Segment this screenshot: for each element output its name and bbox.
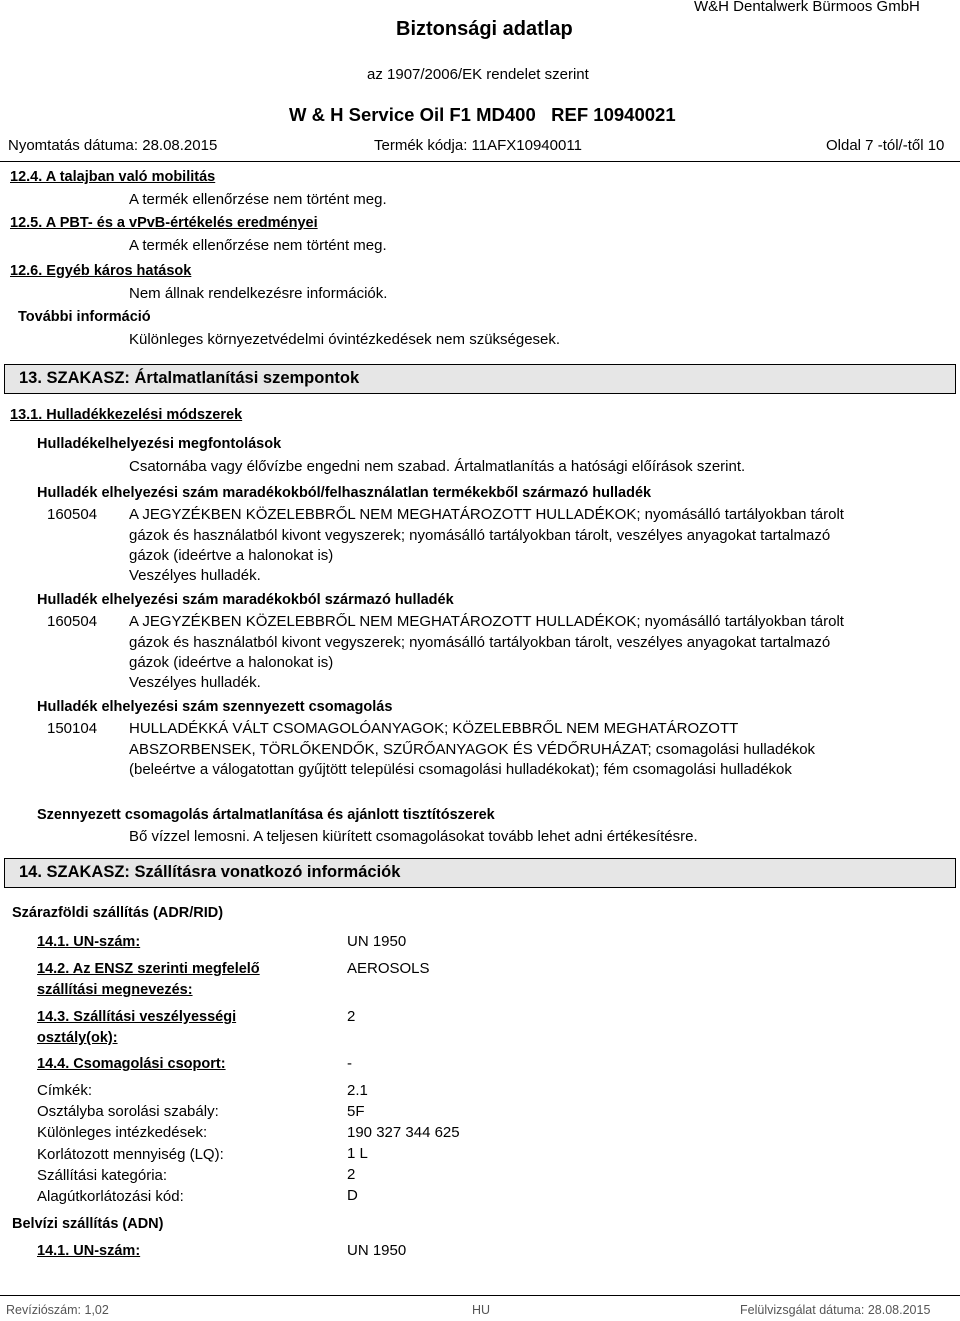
section-14-header: [4, 858, 956, 888]
waste-text-1: A JEGYZÉKBEN KÖZELEBBRŐL NEM MEGHATÁROZOTT HULLADÉKOK; nyomásálló tartályokban tárolt gázok és használatból kivont vegyszerek; nyomásálló tartályokban tárolt, veszélyes anyagokat tartalmazó gázok (ideértve a halonokat is): [129, 506, 844, 564]
text-12-5: A termék ellenőrzése nem történt meg.: [129, 237, 387, 254]
print-date: Nyomtatás dátuma: 28.08.2015: [8, 137, 218, 154]
waste-code-1: 160504: [47, 506, 98, 523]
heading-inland-waterway: Belvízi szállítás (ADN): [12, 1216, 164, 1232]
transport-category-value: 2: [347, 1166, 356, 1183]
heading-packaging-disposal: Szennyezett csomagolás ártalmatlanítása és ajánlott tisztítószerek: [37, 807, 495, 823]
header-divider: [0, 161, 960, 162]
heading-waste-code-packaging: Hulladék elhelyezési szám szennyezett csomagolás: [37, 699, 393, 715]
text-disposal: Csatornába vagy élővízbe engedni nem szabad. Ártalmatlanítás a hatósági előírások szerint.: [129, 458, 746, 475]
limited-quantity-value: 1 L: [347, 1145, 368, 1162]
heading-land-transport: Szárazföldi szállítás (ADR/RID): [12, 905, 224, 921]
regulation: az 1907/2006/EK rendelet szerint: [367, 66, 589, 83]
waste-code-3: 150104: [47, 720, 98, 737]
hazard-class-label-2: osztály(ok):: [37, 1030, 118, 1046]
labels-value: 2.1: [347, 1082, 368, 1099]
text-12-6: Nem állnak rendelkezésre információk.: [129, 285, 388, 302]
transport-category-label: Szállítási kategória:: [37, 1167, 168, 1184]
classification-code-value: 5F: [347, 1103, 365, 1120]
limited-quantity-label: Korlátozott mennyiség (LQ):: [37, 1146, 224, 1163]
heading-waste-code-residue: Hulladék elhelyezési szám maradékokból származó hulladék: [37, 592, 454, 608]
special-provisions-label: Különleges intézkedések:: [37, 1124, 208, 1141]
waste-hazard-1: Veszélyes hulladék.: [129, 567, 261, 584]
product-name: W & H Service Oil F1 MD400 REF 10940021: [289, 104, 676, 125]
tunnel-code-label: Alagútkorlátozási kód:: [37, 1188, 184, 1205]
waste-code-2: 160504: [47, 613, 98, 630]
page-number: Oldal 7 -tól/-től 10: [826, 137, 945, 154]
labels-label: Címkék:: [37, 1082, 93, 1099]
document-title: Biztonsági adatlap: [396, 18, 573, 40]
classification-code-label: Osztályba sorolási szabály:: [37, 1103, 219, 1120]
tunnel-code-value: D: [347, 1187, 358, 1204]
section-13-header: [4, 364, 956, 394]
section-13-title: 13. SZAKASZ: Ártalmatlanítási szempontok: [19, 369, 360, 387]
un-number-label: 14.1. UN-szám:: [37, 934, 141, 950]
waste-hazard-2: Veszélyes hulladék.: [129, 674, 261, 691]
packing-group-value: -: [347, 1055, 352, 1072]
heading-disposal: Hulladékelhelyezési megfontolások: [37, 436, 282, 452]
shipping-name-value: AEROSOLS: [347, 960, 430, 977]
language-code: HU: [472, 1303, 491, 1317]
heading-12-6: 12.6. Egyéb káros hatások: [10, 263, 192, 279]
text-12-4: A termék ellenőrzése nem történt meg.: [129, 191, 387, 208]
heading-further-info: További információ: [18, 309, 151, 325]
waste-text-3: HULLADÉKKÁ VÁLT CSOMAGOLÓANYAGOK; KÖZELEBBRŐL NEM MEGHATÁROZOTT ABSZORBENSEK, TÖRLŐKENDŐK, SZŰRŐANYAGOK ÉS VÉDŐRUHÁZAT; csomagolási hulladékok (beleértve a válogatottan gyűjtött települési csomagolási hulladékokat); fém csomagolási hulladékok: [129, 720, 816, 778]
hazard-class-value: 2: [347, 1008, 356, 1025]
waste-text-2: A JEGYZÉKBEN KÖZELEBBRŐL NEM MEGHATÁROZOTT HULLADÉKOK; nyomásálló tartályokban tárolt gázok és használatból kivont vegyszerek; nyomásálló tartályokban tárolt, veszélyes anyagokat tartalmazó gázok (ideértve a halonokat is): [129, 613, 844, 671]
heading-12-4: 12.4. A talajban való mobilitás: [10, 169, 216, 185]
packing-group-label: 14.4. Csomagolási csoport:: [37, 1056, 226, 1072]
product-code: Termék kódja: 11AFX10940011: [374, 137, 582, 154]
heading-waste-code-unused: Hulladék elhelyezési szám maradékokból/felhasználatlan termékekből származó hulladék: [37, 485, 652, 501]
hazard-class-label-1: 14.3. Szállítási veszélyességi: [37, 1009, 237, 1025]
special-provisions-value: 190 327 344 625: [347, 1124, 460, 1141]
heading-13-1: 13.1. Hulladékkezelési módszerek: [10, 407, 243, 423]
shipping-name-label-2: szállítási megnevezés:: [37, 982, 193, 998]
company-name: W&H Dentalwerk Bürmoos GmbH: [694, 0, 920, 15]
inland-un-number-label: 14.1. UN-szám:: [37, 1243, 141, 1259]
heading-12-5: 12.5. A PBT- és a vPvB-értékelés eredményei: [10, 215, 318, 231]
inland-un-number-value: UN 1950: [347, 1242, 407, 1259]
revision-number: Revíziószám: 1,02: [6, 1303, 109, 1317]
section-14-title: 14. SZAKASZ: Szállításra vonatkozó információk: [19, 863, 401, 881]
footer-divider: [0, 1295, 960, 1296]
text-packaging-disposal: Bő vízzel lemosni. A teljesen kiürített csomagolásokat tovább lehet adni értékesítésre.: [129, 828, 698, 845]
un-number-value: UN 1950: [347, 933, 407, 950]
review-date: Felülvizsgálat dátuma: 28.08.2015: [740, 1303, 931, 1317]
shipping-name-label-1: 14.2. Az ENSZ szerinti megfelelő: [37, 961, 260, 977]
text-further-info: Különleges környezetvédelmi óvintézkedések nem szükségesek.: [129, 331, 561, 348]
